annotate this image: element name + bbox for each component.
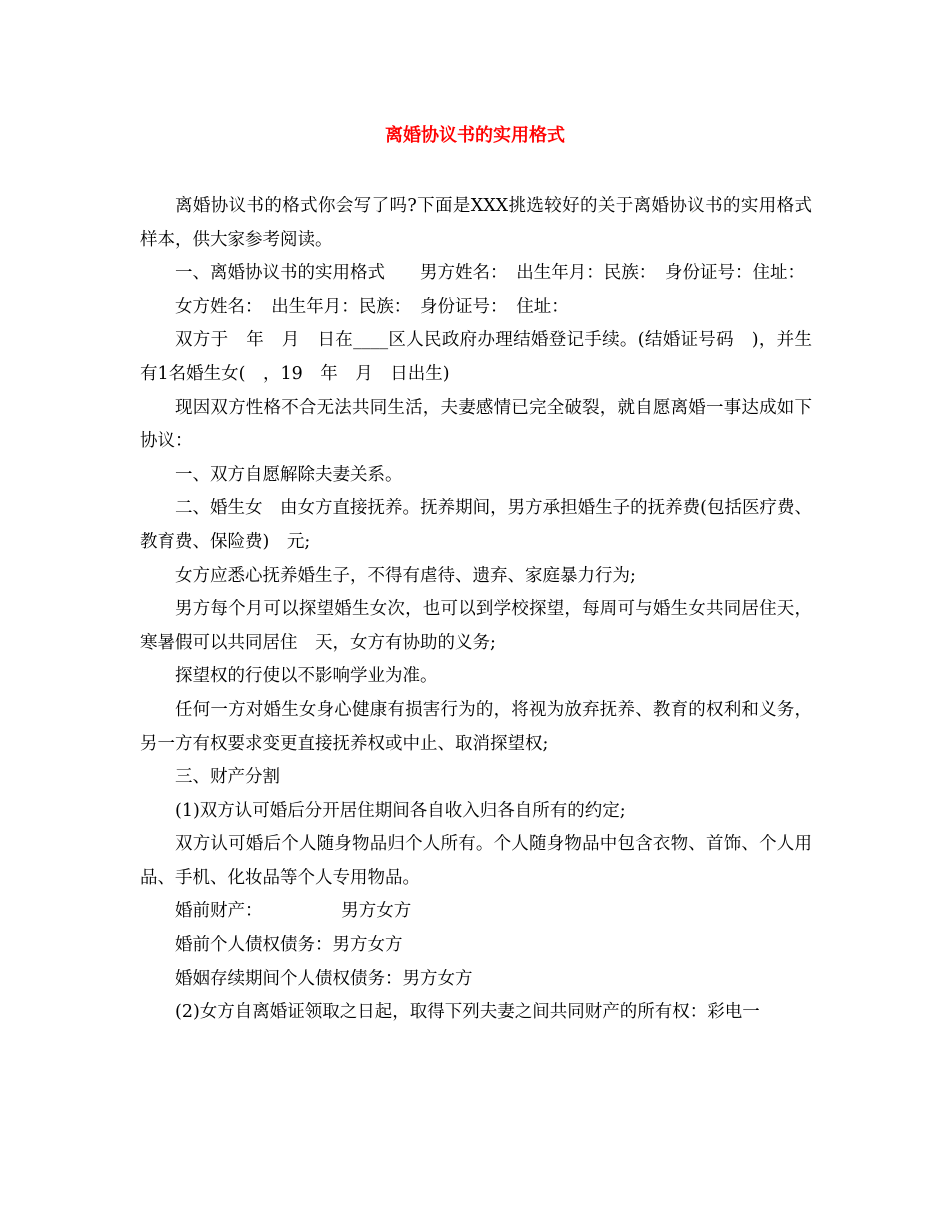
- paragraph-visitation-rule: 探望权的行使以不影响学业为准。: [175, 666, 438, 687]
- paragraph-clause-2: 二、婚生女 由女方直接抚养。抚养期间，男方承担婚生子的抚养费(包括医疗费、教育费、保险费) 元;: [140, 498, 812, 552]
- paragraph-visitation: 男方每个月可以探望婚生女次，也可以到学校探望，每周可与婚生女共同居住天，寒暑假可以共同居住 天，女方有协助的义务;: [140, 599, 812, 653]
- paragraph-reason: 现因双方性格不合无法共同生活，夫妻感情已完全破裂，就自愿离婚一事达成如下协议：: [140, 397, 812, 452]
- paragraph-clause-3: 三、财产分割: [175, 767, 280, 788]
- paragraph-personal-items: 双方认可婚后个人随身物品归个人所有。个人随身物品中包含衣物、首饰、个人用品、手机、化妆品等个人专用物品。: [140, 834, 812, 888]
- paragraph-care-duty: 女方应悉心抚养婚生子，不得有虐待、遗弃、家庭暴力行为;: [175, 565, 636, 586]
- paragraph-female-info: 女方姓名： 出生年月：民族： 身份证号： 住址：: [175, 296, 569, 317]
- document-title: 离婚协议书的实用格式: [385, 125, 565, 146]
- paragraph-custody-change: 任何一方对婚生女身心健康有损害行为的，将视为放弃抚养、教育的权利和义务，另一方有权要求变更直接抚养权或中止、取消探望权;: [140, 699, 812, 754]
- paragraph-intro: 离婚协议书的格式你会写了吗?下面是XXX挑选较好的关于离婚协议书的实用格式样本，供大家参考阅读。: [140, 196, 812, 250]
- paragraph-property-1: (1)双方认可婚后分开居住期间各自收入归各自所有的约定;: [175, 800, 626, 821]
- paragraph-marriage-registration: 双方于 年 月 日在____区人民政府办理结婚登记手续。(结婚证号码 )，并生有1名婚生女( ，19 年 月 日出生): [140, 330, 812, 384]
- paragraph-premarital-debts: 婚前个人债权债务：男方女方: [175, 935, 403, 956]
- paragraph-property-2: (2)女方自离婚证领取之日起，取得下列夫妻之间共同财产的所有权：彩电一: [175, 1002, 760, 1023]
- document-body: [140, 190, 812, 1030]
- paragraph-marital-debts: 婚姻存续期间个人债权债务：男方女方: [175, 968, 473, 989]
- paragraph-clause-1: 一、双方自愿解除夫妻关系。: [175, 464, 403, 485]
- paragraph-male-info: 一、离婚协议书的实用格式 男方姓名： 出生年月：民族： 身份证号：住址：: [175, 263, 805, 284]
- paragraph-premarital-property: 婚前财产： 男方女方: [175, 901, 412, 922]
